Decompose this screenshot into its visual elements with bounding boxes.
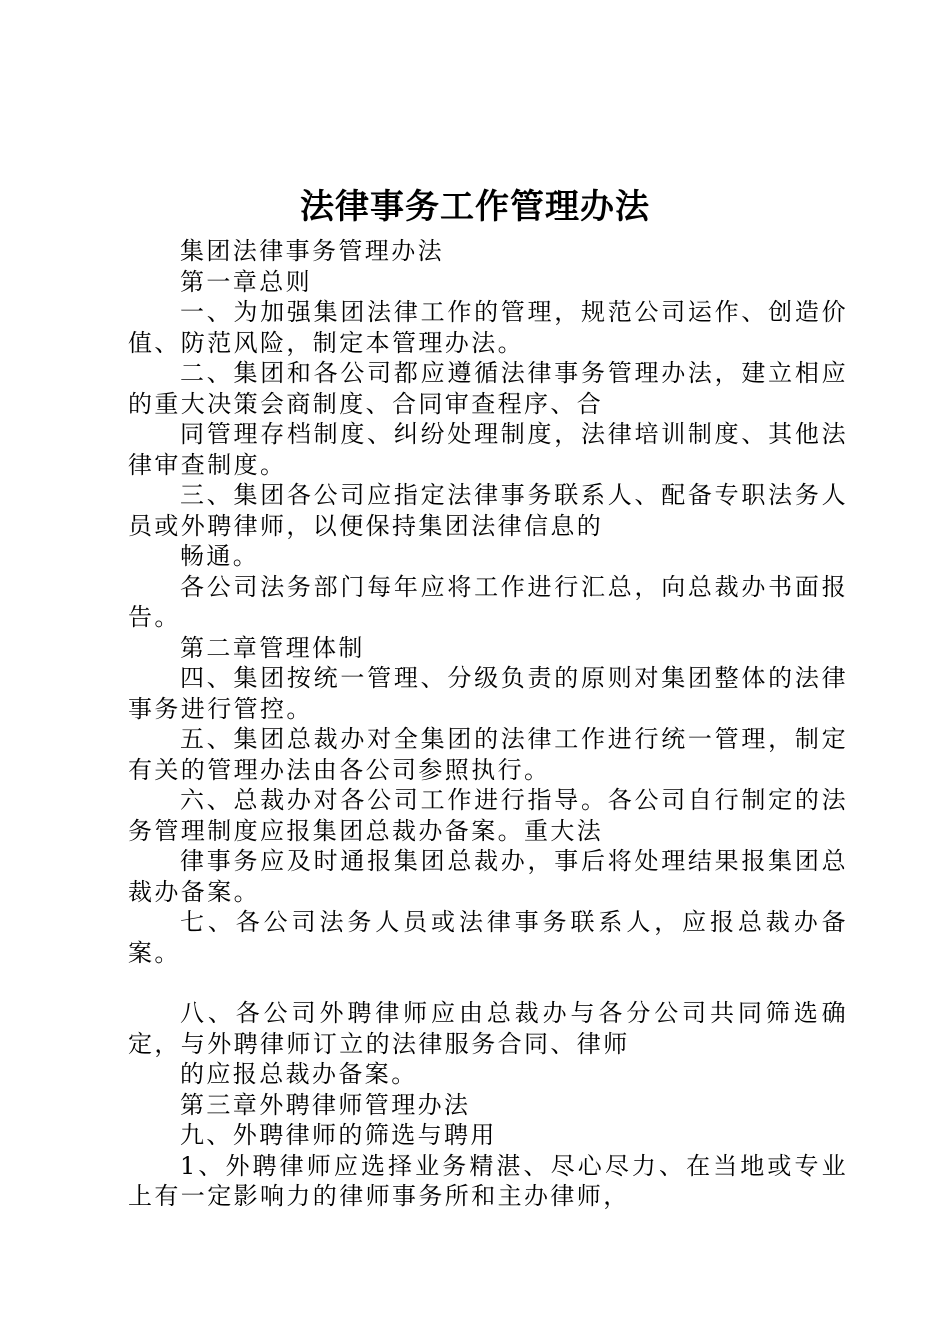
paragraph-2: 二、集团和各公司都应遵循法律事务管理办法，建立相应的重大决策会商制度、合同审查程序、合: [128, 359, 848, 418]
paragraph-5: 五、集团总裁办对全集团的法律工作进行统一管理，制定有关的管理办法由各公司参照执行。: [128, 725, 848, 784]
paragraph-3: 三、集团各公司应指定法律事务联系人、配备专职法务人员或外聘律师，以便保持集团法律信息的: [128, 481, 848, 540]
paragraph-9-item-1: 1、外聘律师应选择业务精湛、尽心尽力、在当地或专业上有一定影响力的律师事务所和主办律师，: [128, 1151, 848, 1210]
paragraph-2-continued: 同管理存档制度、纠纷处理制度，法律培训制度、其他法律审查制度。: [128, 420, 848, 479]
paragraph-9: 九、外聘律师的筛选与聘用: [180, 1121, 497, 1149]
document-body: [128, 236, 848, 1212]
paragraph-4: 四、集团按统一管理、分级负责的原则对集团整体的法律事务进行管控。: [128, 664, 848, 723]
blank-line: [128, 968, 848, 998]
paragraph-8: 八、各公司外聘律师应由总裁办与各分公司共同筛选确定，与外聘律师订立的法律服务合同、律师: [128, 999, 848, 1058]
paragraph-3-continued: 畅通。: [180, 542, 260, 570]
chapter-heading-3: 第三章外聘律师管理办法: [180, 1090, 471, 1119]
paragraph-8-continued: 的应报总裁办备案。: [180, 1060, 418, 1088]
paragraph-report: 各公司法务部门每年应将工作进行汇总，向总裁办书面报告。: [128, 572, 848, 631]
paragraph-1: 一、为加强集团法律工作的管理，规范公司运作、创造价值、防范风险，制定本管理办法。: [128, 298, 848, 357]
paragraph-6: 六、总裁办对各公司工作进行指导。各公司自行制定的法务管理制度应报集团总裁办备案。重大法: [128, 786, 848, 845]
chapter-heading-1: 第一章总则: [180, 267, 312, 296]
paragraph-6-continued: 律事务应及时通报集团总裁办，事后将处理结果报集团总裁办备案。: [128, 847, 848, 906]
paragraph-subtitle: 集团法律事务管理办法: [180, 237, 444, 265]
paragraph-7: 七、各公司法务人员或法律事务联系人，应报总裁办备案。: [128, 908, 848, 967]
document-title: 法律事务工作管理办法: [300, 187, 650, 227]
chapter-heading-2: 第二章管理体制: [180, 633, 365, 662]
